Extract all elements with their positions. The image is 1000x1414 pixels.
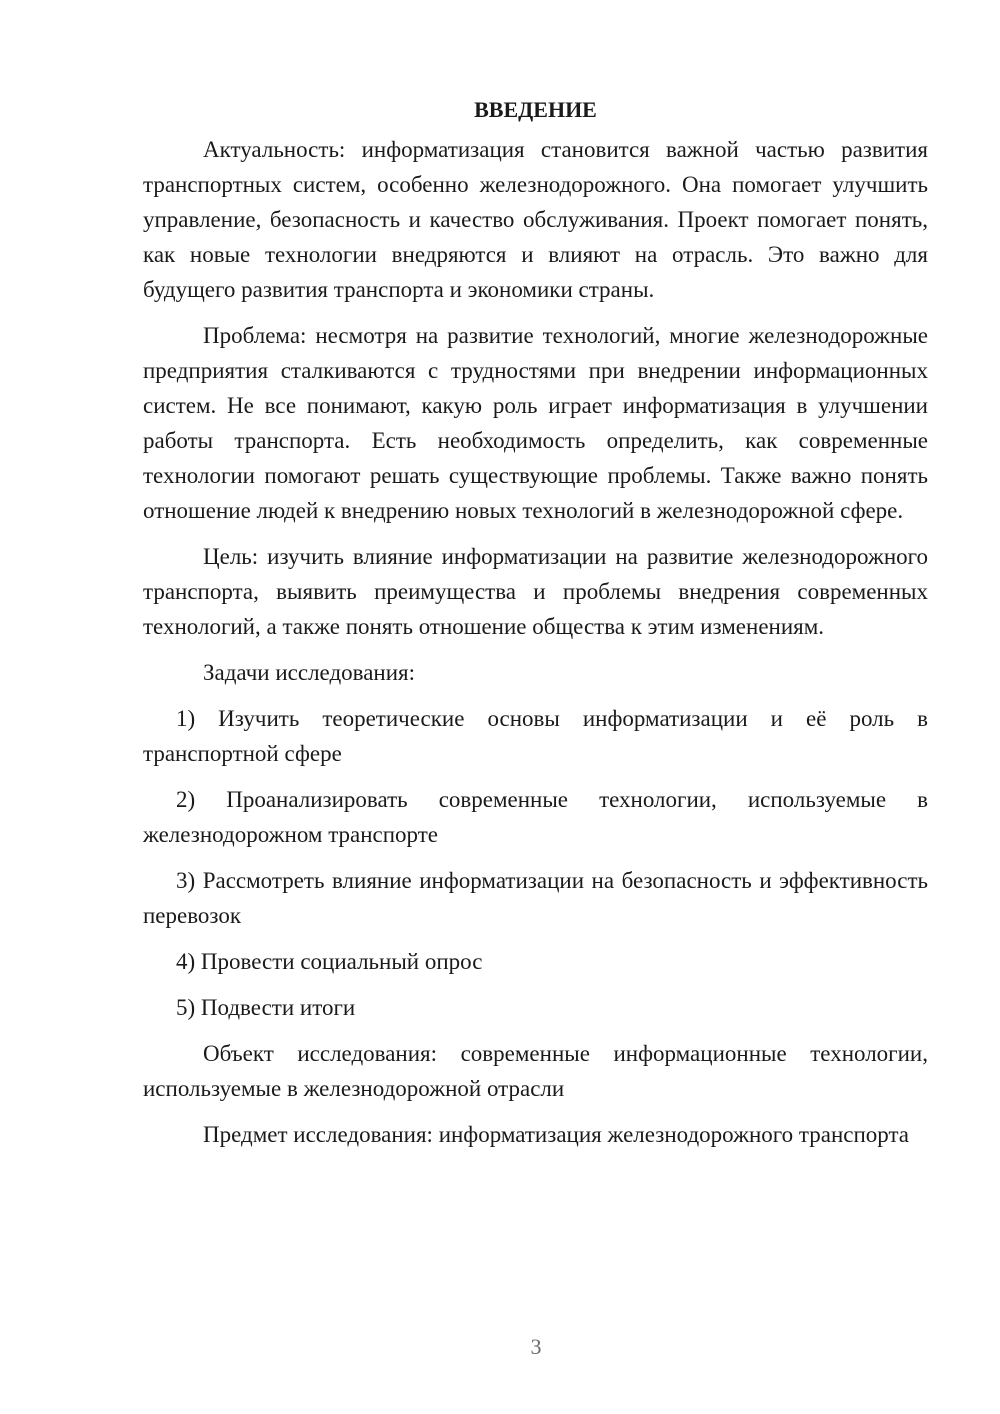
task-item: 1) Изучить теоретические основы информатизации и её роль в транспортной сфере — [143, 706, 928, 766]
task-item: 5) Подвести итоги — [176, 995, 356, 1020]
task-item: 3) Рассмотреть влияние информатизации на безопасность и эффективность перевозок — [143, 868, 928, 928]
task-item: 2) Проанализировать современные технологии, используемые в железнодорожном транспорте — [143, 787, 928, 847]
subject-paragraph: Предмет исследования: информатизация железнодорожного транспорта — [203, 1122, 910, 1147]
goal-paragraph: Цель: изучить влияние информатизации на развитие железнодорожного транспорта, выявить преимущества и проблемы внедрения современных технологий, а также понять отношение общества к этим изменениям. — [143, 544, 928, 639]
problem-paragraph: Проблема: несмотря на развитие технологий, многие железнодорожные предприятия сталкиваются с трудностями при внедрении информационных систем. Не все понимают, какую роль играет информатизация в улучшении работы транспорта. Есть необходимость определить, как современные технологии помогают решать существующие проблемы. Также важно понять отношение людей к внедрению новых технологий в железнодорожной сфере. — [143, 323, 928, 523]
tasks-list — [143, 701, 928, 1025]
section-heading: ВВЕДЕНИЕ — [474, 97, 597, 122]
relevance-paragraph: Актуальность: информатизация становится важной частью развития транспортных систем, особенно железнодорожного. Она помогает улучшить управление, безопасность и качество обслуживания. Проект помогает понять, как новые технологии внедряются и влияют на отрасль. Это важно для будущего развития транспорта и экономики страны. — [143, 137, 928, 302]
tasks-heading: Задачи исследования: — [203, 660, 416, 685]
page-number: 3 — [530, 1334, 542, 1359]
object-paragraph: Объект исследования: современные информационные технологии, используемые в железнодорожной отрасли — [143, 1041, 928, 1101]
task-item: 4) Провести социальный опрос — [176, 949, 483, 974]
page-body — [143, 92, 928, 1163]
